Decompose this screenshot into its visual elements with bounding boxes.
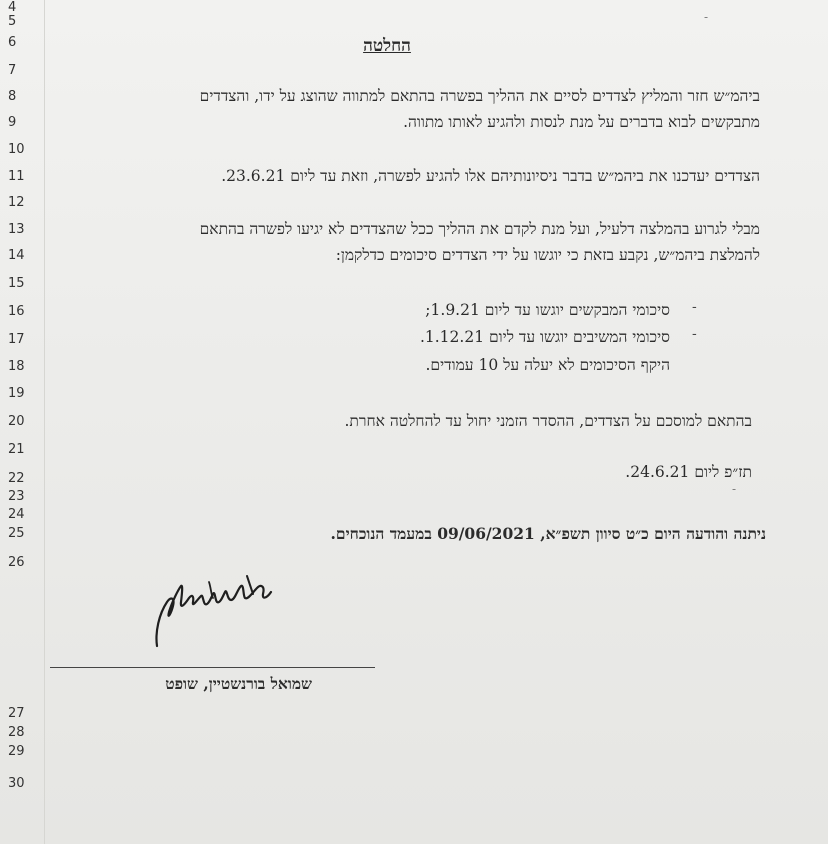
bullet-marker: - (692, 326, 697, 342)
line-number: 15 (8, 276, 25, 291)
line-number: 17 (8, 332, 25, 347)
line-number: 29 (8, 744, 25, 759)
line-number: 30 (8, 776, 25, 791)
line-number: 7 (8, 63, 17, 78)
line-number: 10 (8, 142, 25, 157)
line-number: 9 (8, 115, 17, 130)
line-number: 12 (8, 195, 25, 210)
line-number: 4 (8, 0, 17, 15)
line-number: 14 (8, 248, 25, 263)
judge-signature (145, 572, 285, 654)
margin-rule (44, 0, 45, 844)
line-number: 22 (8, 471, 25, 486)
bullet-item: סיכומי המבקשים יוגשו עד ליום 1.9.21; (425, 301, 670, 319)
line-number: 8 (8, 89, 17, 104)
line-number: 27 (8, 706, 25, 721)
scan-mark: ‐ (704, 10, 709, 24)
judge-name: שמואל בורנשטיין, שופט (165, 674, 312, 693)
line-number: 20 (8, 414, 25, 429)
line-number: 16 (8, 304, 25, 319)
line-number: 18 (8, 359, 25, 374)
bullet-item: סיכומי המשיבים יוגשו עד ליום 1.12.21. (419, 328, 670, 346)
issued-statement: ניתנה והודעה היום כ״ט סיוון תשפ״א, 09/06/2021 במעמד הנוכחים. (330, 524, 766, 543)
line-number: 21 (8, 442, 25, 457)
line-number: 5 (8, 14, 17, 29)
line-number: 11 (8, 169, 25, 184)
signature-line (50, 667, 375, 668)
paragraph-line: תז״פ ליום 24.6.21. (625, 463, 752, 481)
line-number: 24 (8, 507, 25, 522)
line-number: 23 (8, 489, 25, 504)
line-number: 6 (8, 35, 17, 50)
paragraph-line: להמלצת ביהמ״ש, נקבע בזאת כי יוגשו על ידי הצדדים סיכומים כדלקמן: (335, 246, 760, 264)
line-number: 13 (8, 222, 25, 237)
paragraph-line: הצדדים יעדכנו את ביהמ״ש בדבר ניסיונותיהם אלו להגיע לפשרה, וזאת עד ליום 23.6.21. (221, 167, 760, 185)
document-title: החלטה (363, 36, 411, 56)
bullet-item: היקף הסיכומים לא יעלה על 10 עמודים. (425, 356, 670, 374)
paragraph-line: מתבקשים לבוא בדברים על מנת לנסות ולהגיע לאותו מתווה. (403, 113, 760, 131)
paragraph-line: ביהמ״ש חזר והמליץ לצדדים לסיים את ההליך בפשרה בהתאם למתווה שהוצג על ידו, והצדדים (199, 87, 760, 105)
line-number: 25 (8, 526, 25, 541)
line-number: 19 (8, 386, 25, 401)
scan-mark: ‐ (732, 482, 737, 496)
line-number: 28 (8, 725, 25, 740)
paragraph-line: מבלי לגרוע בהמלצה דלעיל, ועל מנת לקדם את ההליך ככל שהצדדים לא יגיעו לפשרה בהתאם (199, 220, 760, 238)
line-number: 26 (8, 555, 25, 570)
bullet-marker: - (692, 299, 697, 315)
paragraph-line: בהתאם למוסכם על הצדדים, ההסדר הזמני יחול עד להחלטה אחרת. (344, 412, 752, 430)
